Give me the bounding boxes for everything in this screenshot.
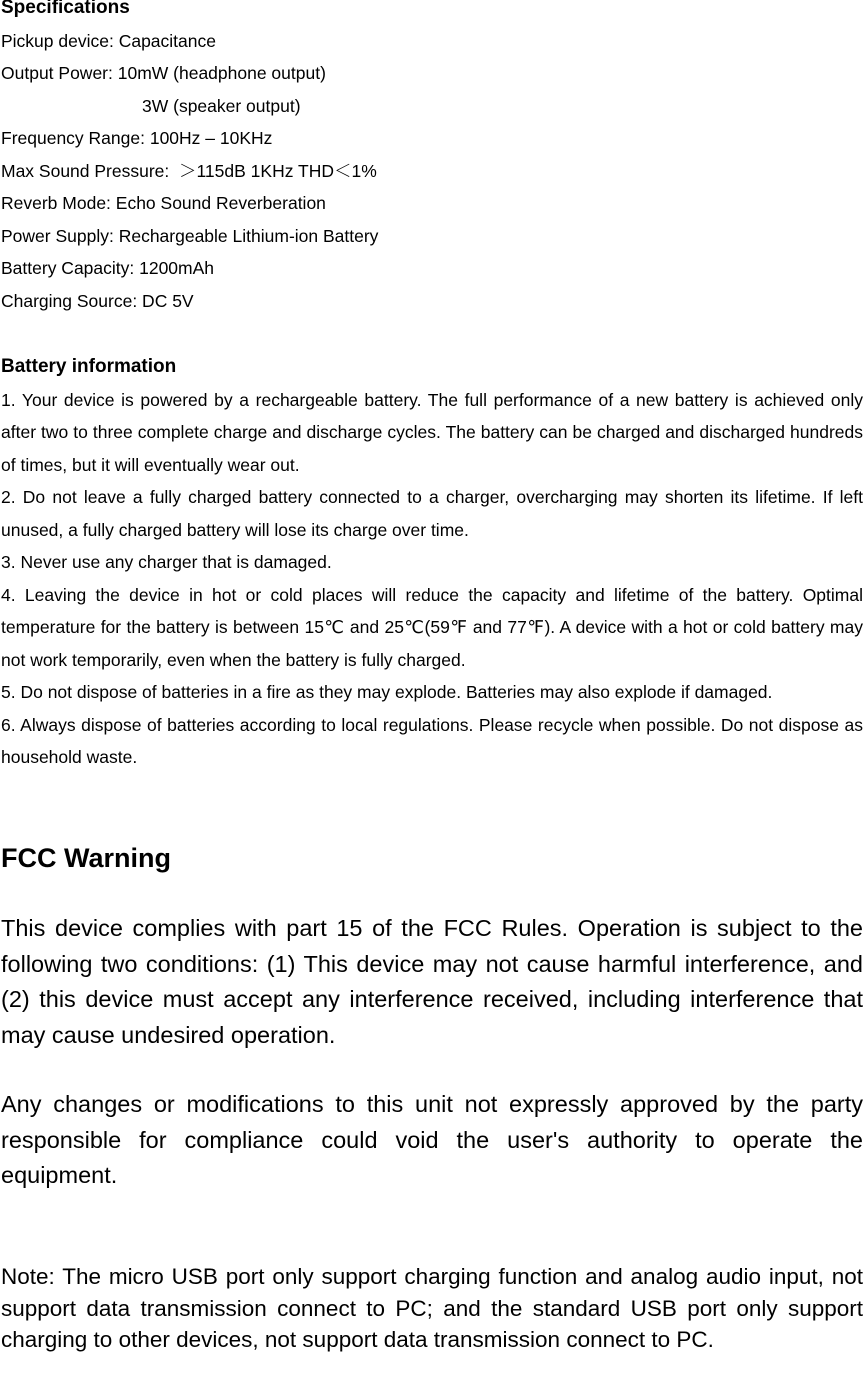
specifications-section — [1, 0, 863, 317]
spec-line: Pickup device: Capacitance — [1, 30, 216, 51]
battery-information-heading: Battery information — [1, 356, 177, 377]
spec-line: 3W (speaker output) — [142, 95, 301, 116]
battery-item: 4. Leaving the device in hot or cold places will reduce the capacity and lifetime of the battery. Optimal temperature for the battery is between 15℃ and 25℃(59℉ and 77℉). A device with a hot or cold battery may not work temporarily, even when the battery is fully charged. — [1, 584, 863, 670]
spec-line: Charging Source: DC 5V — [1, 290, 194, 311]
fcc-paragraph-1: This device complies with part 15 of the FCC Rules. Operation is subject to the following two conditions: (1) This device may not cause harmful interference, and (2) this device must accept any interference received, including interference that may cause undesired operation. — [1, 915, 863, 1048]
fcc-warning-heading: FCC Warning — [1, 843, 171, 873]
battery-item: 6. Always dispose of batteries according to local regulations. Please recycle when possible. Do not dispose as household waste. — [1, 714, 863, 767]
specifications-heading: Specifications — [1, 0, 130, 18]
spec-line: Power Supply: Rechargeable Lithium-ion Battery — [1, 225, 379, 246]
battery-information-section — [1, 351, 863, 774]
spec-line: Reverb Mode: Echo Sound Reverberation — [1, 193, 326, 213]
spec-line: Max Sound Pressure: ＞115dB 1KHz THD＜1% — [1, 160, 377, 181]
usb-note: Note: The micro USB port only support charging function and analog audio input, not support data transmission connect to PC; and the standard USB port only support charging to other devices, not support data transmission connect to PC. — [1, 1264, 863, 1352]
battery-item: 3. Never use any charger that is damaged. — [1, 552, 332, 572]
spec-line: Battery Capacity: 1200mAh — [1, 258, 215, 278]
battery-item: 1. Your device is powered by a rechargeable battery. The full performance of a new battery is achieved only after two to three complete charge and discharge cycles. The battery can be charged and discharged hundreds of times, but it will eventually wear out. — [1, 389, 863, 475]
spec-line: Output Power: 10mW (headphone output) — [1, 63, 326, 83]
battery-item: 2. Do not leave a fully charged battery connected to a charger, overcharging may shorten its lifetime. If left unused, a fully charged battery will lose its charge over time. — [1, 487, 863, 540]
battery-item: 5. Do not dispose of batteries in a fire as they may explode. Batteries may also explode if damaged. — [1, 682, 773, 702]
spec-line: Frequency Range: 100Hz – 10KHz — [1, 128, 273, 148]
fcc-paragraph-2: Any changes or modifications to this unit not expressly approved by the party responsible for compliance could void the user's authority to operate the equipment. — [1, 1091, 863, 1188]
